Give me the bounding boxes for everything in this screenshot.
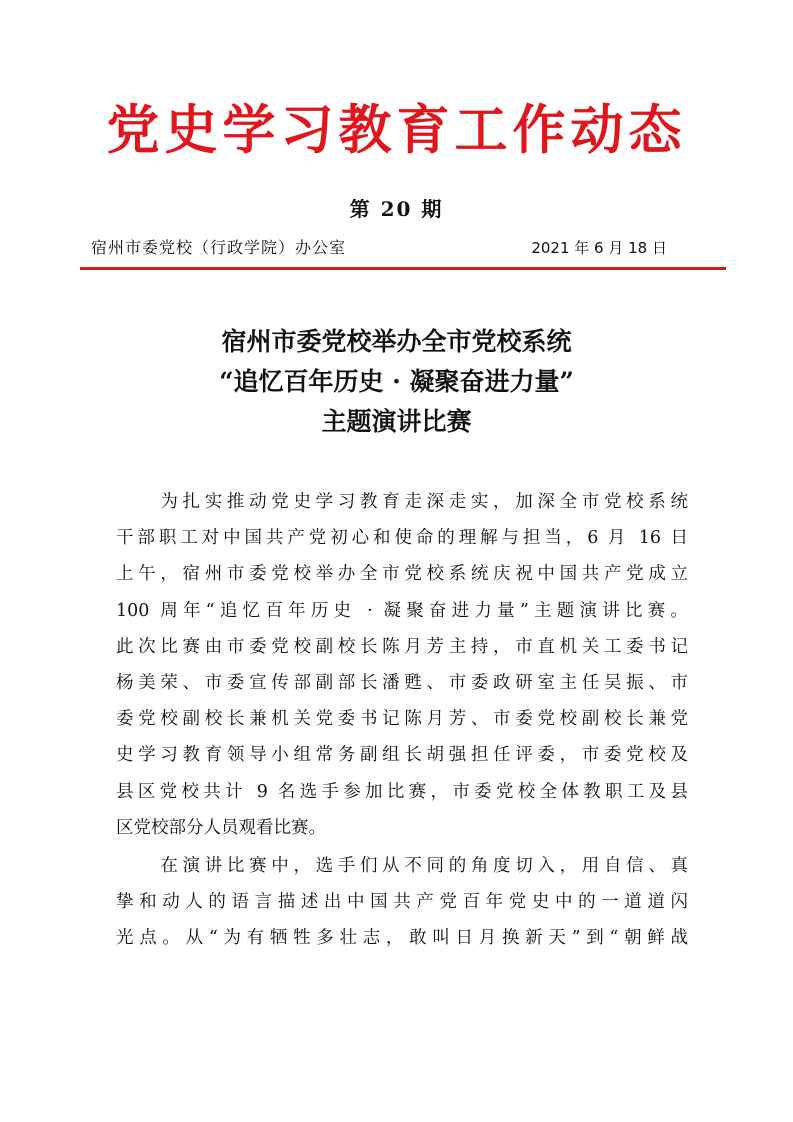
- headline-line: 主题演讲比赛: [321, 407, 472, 436]
- header-divider: [80, 267, 726, 270]
- text-line: 为扎实推动党史学习教育走深走实，加深全市党校系统: [116, 492, 688, 512]
- text-line: 此次比赛由市委党校副校长陈月芳主持，市直机关工委书记: [116, 636, 688, 657]
- publish-date: 2021 年 6 月 18 日: [531, 239, 667, 257]
- issue-number: 第 20 期: [349, 197, 444, 221]
- text-line: 史学习教育领导小组常务副组长胡强担任评委，市委党校及: [116, 745, 688, 766]
- text-line: 上午，宿州市委党校举办全市党校系统庆祝中国共产党成立: [116, 564, 688, 585]
- publisher-org: 宿州市委党校（行政学院）办公室: [91, 238, 347, 257]
- paragraph: [116, 848, 688, 957]
- text-line: 光点。从“为有牺牲多壮志，敢叫日月换新天”到“朝鲜战: [116, 928, 688, 949]
- headline-line: 宿州市委党校举办全市党校系统: [221, 327, 572, 356]
- text-line: 县区党校共计 9 名选手参加比赛，市委党校全体教职工及县: [116, 781, 688, 802]
- text-line: 干部职工对中国共产党初心和使命的理解与担当，6 月 16 日: [116, 528, 688, 549]
- text-line: 100 周年“追忆百年历史 · 凝聚奋进力量”主题演讲比赛。: [116, 600, 688, 621]
- text-line: 杨美荣、市委宣传部副部长潘甦、市委政研室主任吴振、市: [116, 673, 688, 694]
- text-line: 挚和动人的语言描述出中国共产党百年党史中的一道道闪: [116, 892, 688, 913]
- text-line: 在演讲比赛中，选手们从不同的角度切入，用自信、真: [116, 856, 688, 877]
- article-headline: [0, 322, 793, 442]
- paragraph: [116, 484, 688, 846]
- article-body: [116, 484, 688, 957]
- headline-line: “追忆百年历史 · 凝聚奋进力量”: [219, 367, 574, 396]
- masthead-title: 党史学习教育工作动态: [106, 99, 687, 161]
- text-line: 区党校部分人员观看比赛。: [116, 817, 326, 838]
- text-line: 委党校副校长兼机关党委书记陈月芳、市委党校副校长兼党: [116, 709, 688, 730]
